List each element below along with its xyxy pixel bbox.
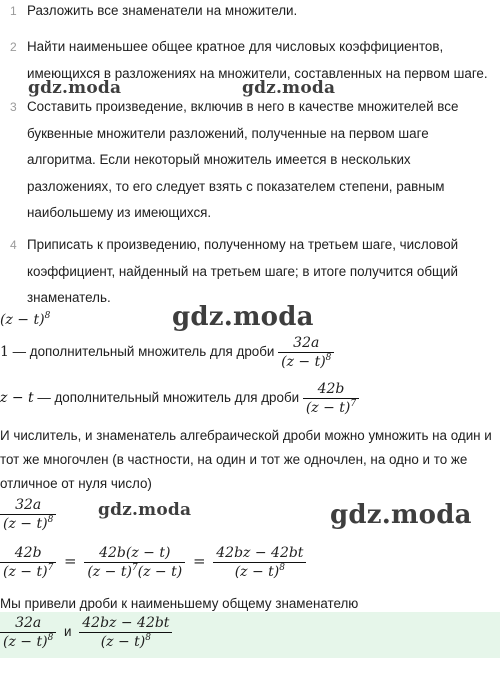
step-text: Разложить все знаменатели на множители.: [27, 3, 298, 18]
watermark: gdz.moda: [172, 302, 314, 332]
step-number: 4: [10, 238, 17, 252]
watermark: gdz.moda: [98, 500, 192, 520]
watermark: gdz.moda: [330, 500, 472, 530]
common-denominator: $(z - t)^8$: [0, 311, 51, 328]
step-text: Приписать к произведению, полученному на третьем шаге, числовой коэффициент, найденный на третьем шаге; в итоге получится общий знаменатель.: [27, 237, 459, 305]
final-fractions: $\frac{32a}{(z - t)^8}$ и $\frac{42bz - 42bt}{(z - t)^8}$: [0, 614, 172, 651]
step-number: 2: [10, 40, 17, 54]
watermark: gdz.moda: [242, 78, 336, 98]
note-paragraph: И числитель, и знаменатель алгебраической дроби можно умножить на один и тот же многочлен (в частности, на один и тот же одночлен, на одно и то же отличное от нуля число): [0, 428, 492, 491]
fraction: $\frac{42b}{(z - t)^7}$: [303, 380, 359, 417]
fraction: $\frac{32a}{(z - t)^8}$: [278, 334, 334, 371]
step-text: Составить произведение, включив в него в качестве множителей все буквенные множители разложений, полученные на первом шаге алгоритма. Если некоторый множитель имеется в нескольких разложениях, то его следует взять с показателем степени, равным наибольшему из имеющихся.: [27, 99, 459, 220]
watermark: gdz.moda: [28, 78, 122, 98]
conclusion-text: Мы привели дроби к наименьшему общему знаменателю: [0, 596, 359, 611]
step-number: 1: [10, 4, 17, 18]
additional-factor-1: 1 — дополнительный множитель для дроби $\frac{32a}{(z - t)^8}$: [0, 334, 334, 371]
additional-factor-2: z − t — дополнительный множитель для дроби $\frac{42b}{(z - t)^7}$: [0, 380, 359, 417]
step-text: Найти наименьшее общее кратное для числовых коэффициентов, имеющихся в разложениях на множители, составленных на первом шаге.: [27, 39, 488, 81]
fraction-32a: $\frac{32a}{(z - t)^8}$: [0, 496, 56, 533]
step-number: 3: [10, 100, 17, 114]
equation-chain: $\frac{42b}{(z - t)^7}$ = $\frac{42b(z - t)}{(z - t)^7(z - t)}$ = $\frac{42bz - 42bt}{(z - t)^8}$: [0, 544, 306, 581]
